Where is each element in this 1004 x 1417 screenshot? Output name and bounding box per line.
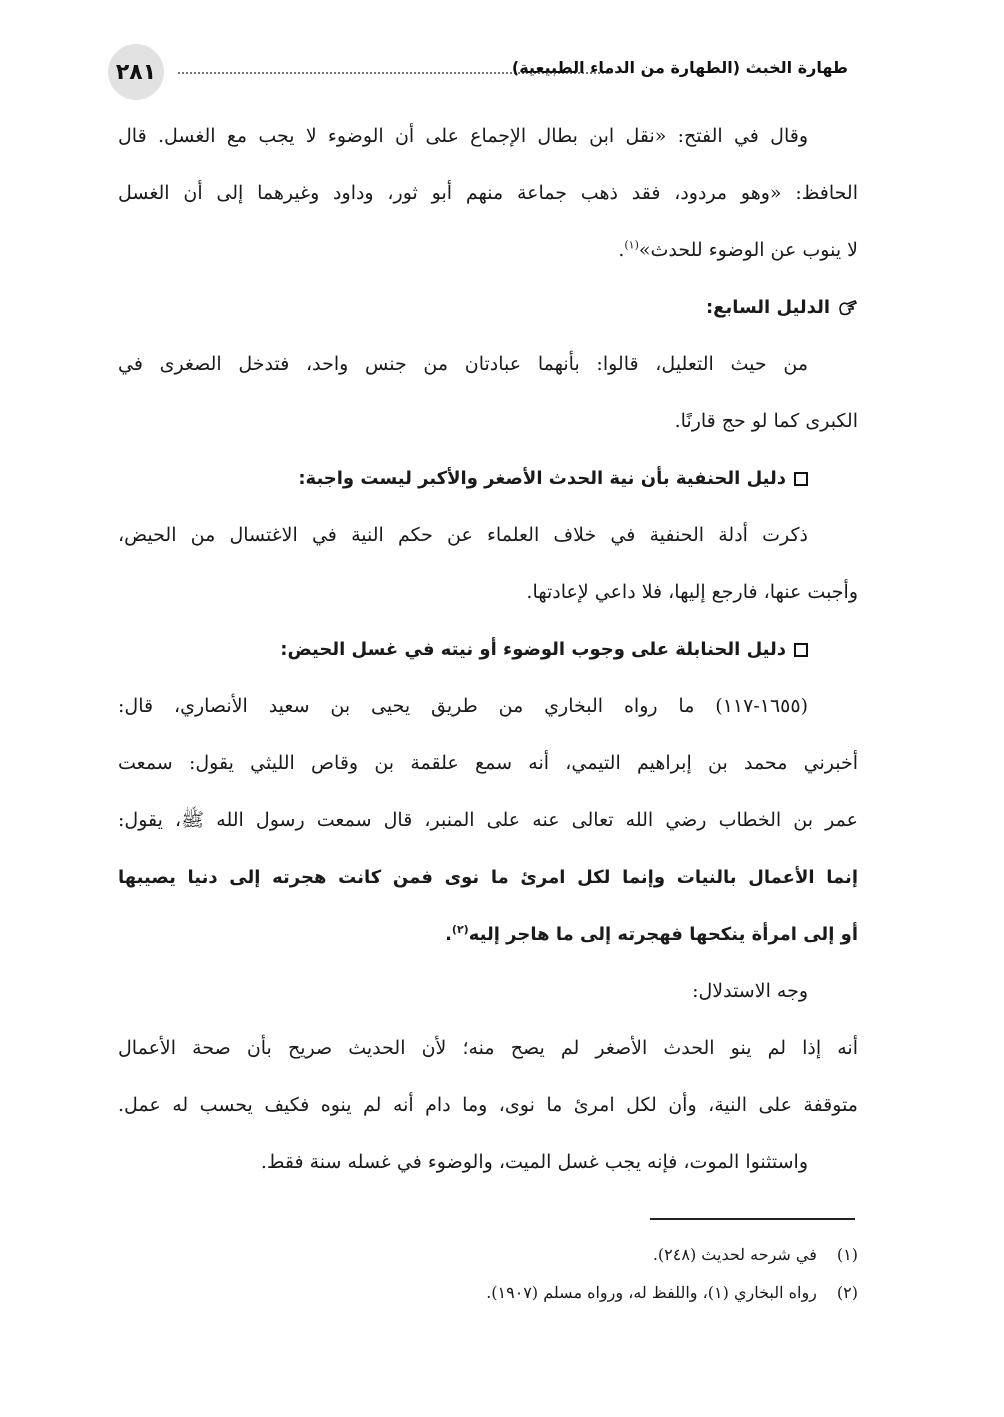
paragraph-line: لا ينوب عن الوضوء للحدث»$^{(١)}$. xyxy=(618,238,858,261)
paragraph-line: الكبرى كما لو حج قارنًا. xyxy=(674,410,858,432)
paragraph-line: متوقفة على النية، وأن لكل امرئ ما نوى، وما دام أنه لم ينوه فكيف يحسب له عمل. xyxy=(118,1094,858,1116)
section-heading-hanafi: دليل الحنفية بأن نية الحدث الأصغر والأكبر ليست واجبة: xyxy=(118,450,858,507)
subheading-line: وجه الاستدلال: xyxy=(692,980,808,1002)
page-number: ٢٨١ xyxy=(108,44,164,100)
running-title: طهارة الخبث (الطهارة من الدماء الطبيعية) xyxy=(511,58,848,77)
paragraph-line: (١٦٥٥-١١٧) ما رواه البخاري من طريق يحيى بن سعيد الأنصاري، قال: xyxy=(118,695,808,717)
footnote-ref[interactable]: (١) xyxy=(624,238,639,252)
section-heading-seventh-evidence: الدليل السابع: xyxy=(118,279,858,336)
pointing-hand-icon xyxy=(838,299,858,317)
main-text xyxy=(118,108,858,1191)
checkbox-icon xyxy=(794,472,808,486)
footnote xyxy=(118,1236,858,1274)
paragraph-line: من حيث التعليل، قالوا: بأنهما عبادتان من جنس واحد، فتدخل الصغرى في xyxy=(118,353,808,375)
footnote-number: (٢) xyxy=(836,1283,858,1302)
paragraph-line: أخبرني محمد بن إبراهيم التيمي، أنه سمع علقمة بن وقاص الليثي يقول: سمعت xyxy=(118,752,858,774)
hadith-text-line: أو إلى امرأة ينكحها فهجرته إلى ما هاجر إليه$^{(٢)}$. xyxy=(445,923,858,945)
checkbox-icon xyxy=(794,643,808,657)
footnote xyxy=(118,1274,858,1312)
footnote-ref[interactable]: (٢) xyxy=(451,923,469,936)
paragraph-line: الحافظ: «وهو مردود، فقد ذهب جماعة منهم أبو ثور، وداود وغيرهما إلى أن الغسل xyxy=(118,182,858,204)
footnote-text: رواه البخاري (١)، واللفظ له، ورواه مسلم (١٩٠٧). xyxy=(486,1283,817,1302)
paragraph-line: وقال في الفتح: «نقل ابن بطال الإجماع على أن الوضوء لا يجب مع الغسل. قال xyxy=(118,125,808,147)
paragraph-line: ذكرت أدلة الحنفية في خلاف العلماء عن حكم النية في الاغتسال من الحيض، xyxy=(118,524,808,546)
footnote-separator xyxy=(650,1218,855,1220)
paragraph-line: أنه إذا لم ينو الحدث الأصغر لم يصح منه؛ لأن الحديث صريح بأن صحة الأعمال xyxy=(118,1037,858,1059)
paragraph-line: عمر بن الخطاب رضي الله تعالى عنه على المنبر، قال سمعت رسول الله ﷺ، يقول: xyxy=(118,809,858,831)
section-heading-hanbali: دليل الحنابلة على وجوب الوضوء أو نيته في غسل الحيض: xyxy=(118,621,858,678)
footnote-text: في شرحه لحديث (٢٤٨). xyxy=(652,1245,817,1264)
page-header xyxy=(108,44,848,100)
hadith-text-line: إنما الأعمال بالنيات وإنما لكل امرئ ما نوى فمن كانت هجرته إلى دنيا يصيبها xyxy=(118,867,858,888)
footnotes xyxy=(118,1236,858,1312)
footnote-number: (١) xyxy=(836,1245,858,1264)
paragraph-line: واستثنوا الموت، فإنه يجب غسل الميت، والوضوء في غسله سنة فقط. xyxy=(260,1151,808,1173)
paragraph-line: وأجبت عنها، فارجع إليها، فلا داعي لإعادتها. xyxy=(526,581,858,603)
